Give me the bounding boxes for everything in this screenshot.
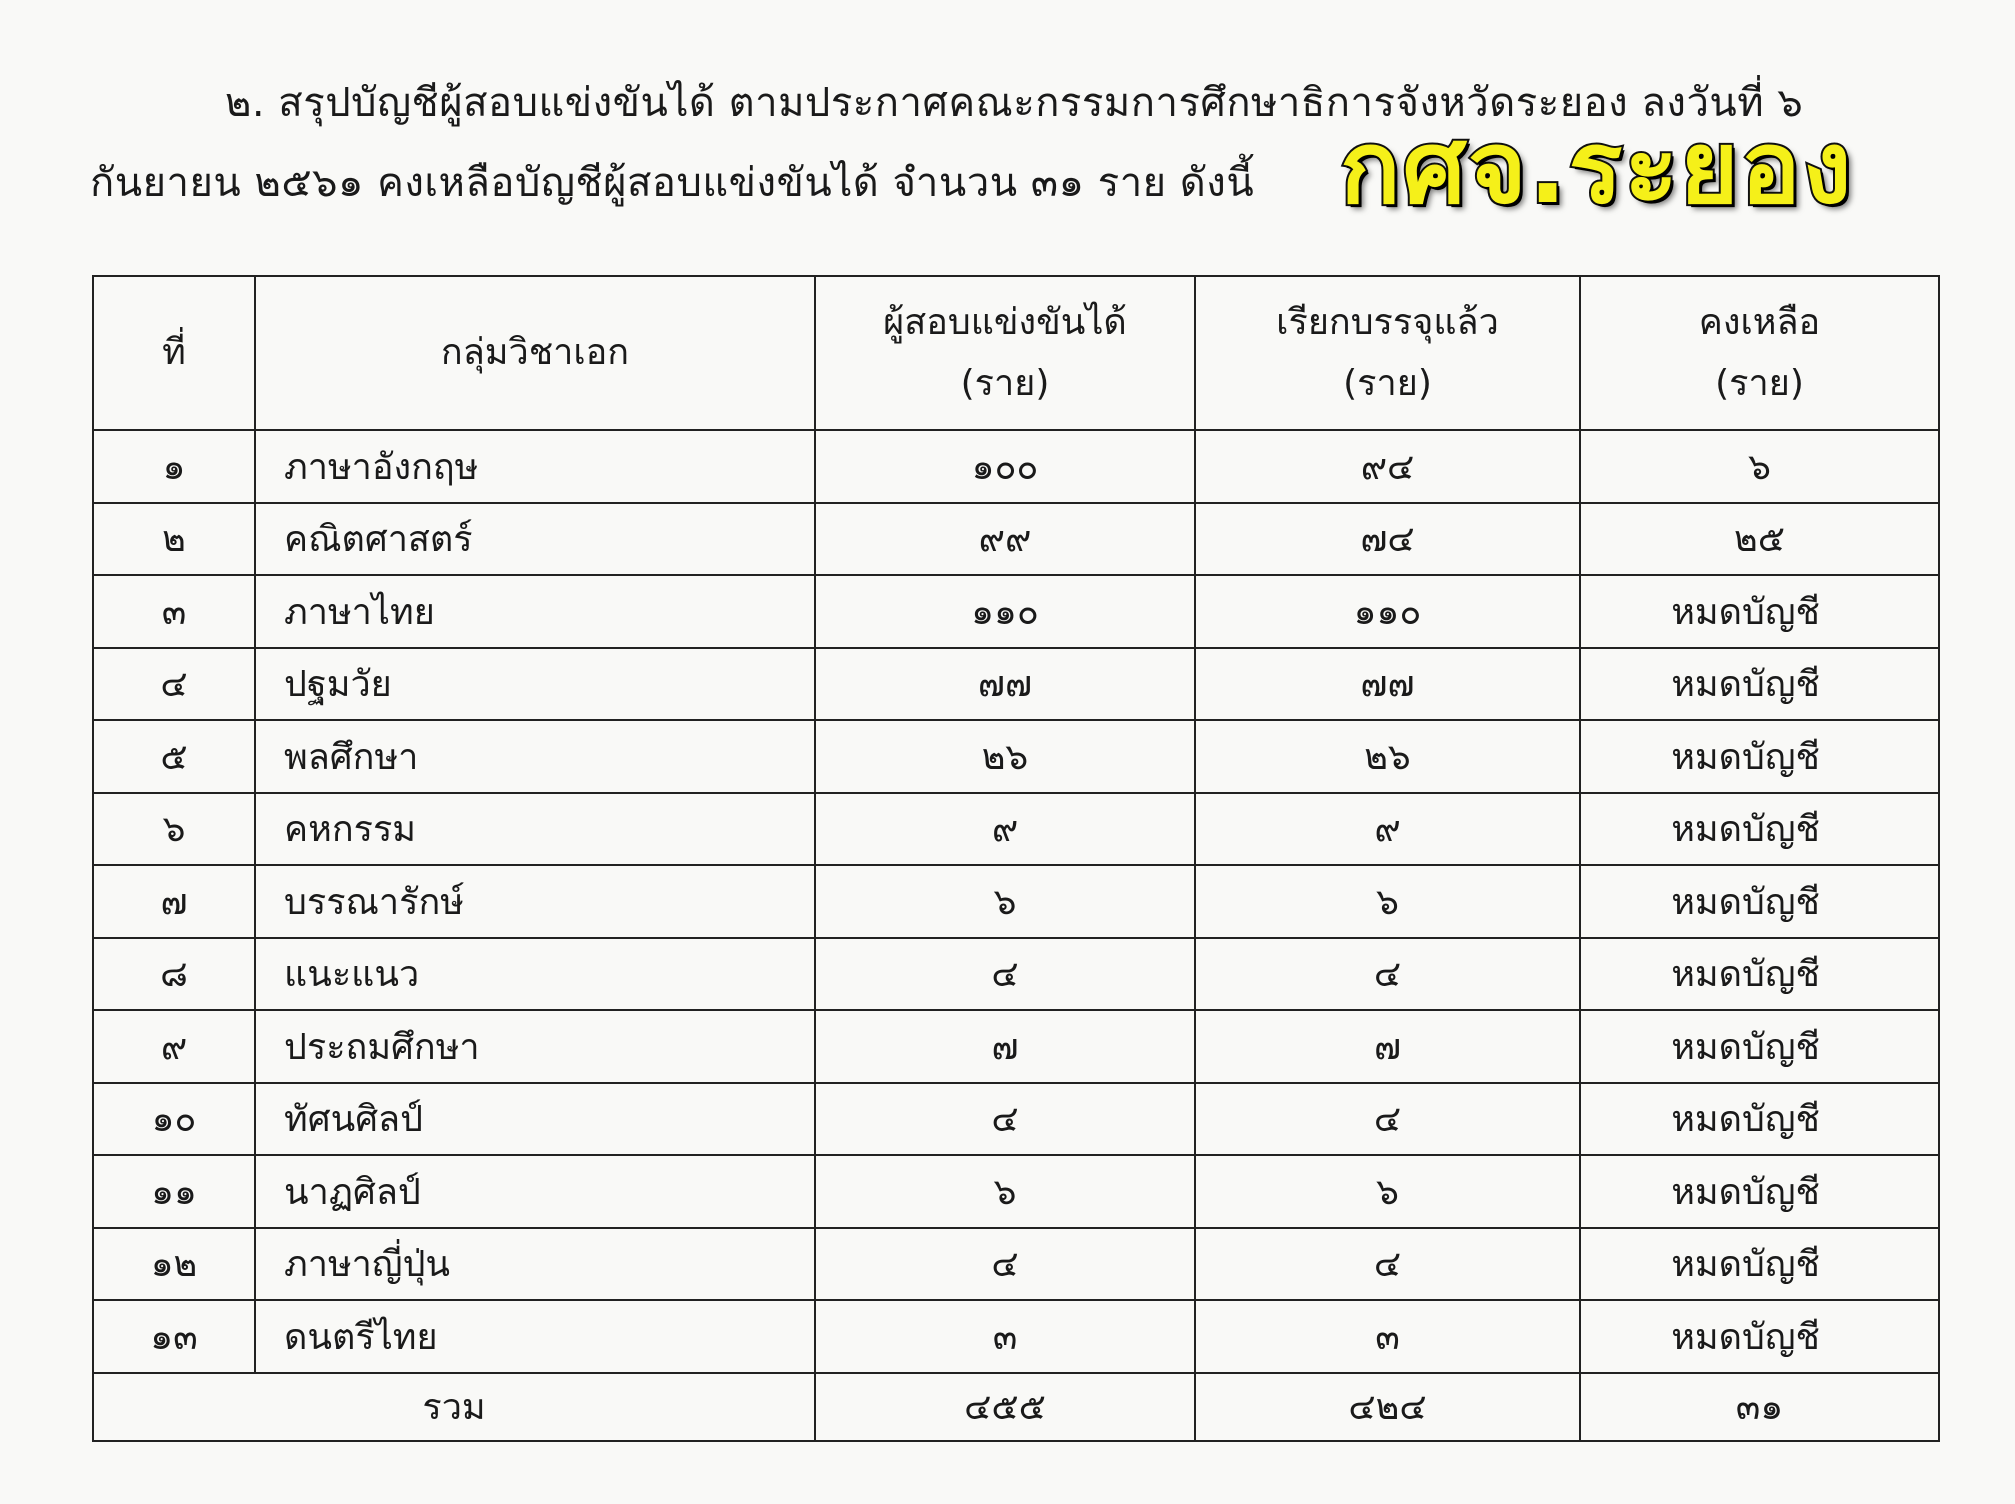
cell-no: ๑๓: [93, 1300, 255, 1373]
cell-subject: คหกรรม: [255, 793, 815, 866]
cell-passed: ๖: [815, 865, 1195, 938]
header-subject-label: กลุ่มวิชาเอก: [440, 332, 630, 374]
cell-subject: บรรณารักษ์: [255, 865, 815, 938]
header-called: [1195, 276, 1580, 430]
intro-line-1: ๒. สรุปบัญชีผู้สอบแข่งขันได้ ตามประกาศคณะกรรมการศึกษาธิการจังหวัดระยอง ลงวันที่ ๖: [225, 80, 1804, 126]
summary-table: [92, 275, 1940, 1442]
cell-passed: ๖: [815, 1155, 1195, 1228]
table-row: [93, 575, 1939, 648]
cell-no: ๔: [93, 648, 255, 721]
cell-called: ๔: [1195, 1083, 1580, 1156]
cell-remaining: หมดบัญชี: [1580, 720, 1939, 793]
cell-passed: ๗: [815, 1010, 1195, 1083]
cell-remaining: หมดบัญชี: [1580, 648, 1939, 721]
cell-called: ๙๔: [1195, 430, 1580, 503]
cell-passed: ๔: [815, 938, 1195, 1011]
total-row: [93, 1373, 1939, 1441]
table-row: [93, 1228, 1939, 1301]
header-remaining: [1580, 276, 1939, 430]
cell-no: ๗: [93, 865, 255, 938]
cell-no: ๑๒: [93, 1228, 255, 1301]
cell-no: ๘: [93, 938, 255, 1011]
table-row: [93, 430, 1939, 503]
cell-subject: ภาษาอังกฤษ: [255, 430, 815, 503]
cell-remaining: หมดบัญชี: [1580, 1083, 1939, 1156]
table-row: [93, 1083, 1939, 1156]
cell-subject: ภาษาไทย: [255, 575, 815, 648]
cell-passed: ๙: [815, 793, 1195, 866]
table-row: [93, 503, 1939, 576]
cell-subject: ทัศนศิลป์: [255, 1083, 815, 1156]
table-row: [93, 793, 1939, 866]
cell-remaining: หมดบัญชี: [1580, 1228, 1939, 1301]
cell-no: ๓: [93, 575, 255, 648]
cell-called: ๒๖: [1195, 720, 1580, 793]
cell-subject: นาฏศิลป์: [255, 1155, 815, 1228]
cell-remaining: หมดบัญชี: [1580, 1155, 1939, 1228]
table-row: [93, 720, 1939, 793]
cell-subject: คณิตศาสตร์: [255, 503, 815, 576]
cell-called: ๖: [1195, 865, 1580, 938]
cell-remaining: ๖: [1580, 430, 1939, 503]
header-no-label: ที่: [162, 332, 186, 374]
header-passed-unit: (ราย): [960, 363, 1050, 404]
cell-no: ๖: [93, 793, 255, 866]
cell-subject: แนะแนว: [255, 938, 815, 1011]
cell-subject: ประถมศึกษา: [255, 1010, 815, 1083]
cell-called: ๑๑๐: [1195, 575, 1580, 648]
cell-passed: ๙๙: [815, 503, 1195, 576]
cell-remaining: หมดบัญชี: [1580, 575, 1939, 648]
cell-passed: ๔: [815, 1083, 1195, 1156]
cell-passed: ๓: [815, 1300, 1195, 1373]
cell-subject: ดนตรีไทย: [255, 1300, 815, 1373]
table-row: [93, 1010, 1939, 1083]
table-row: [93, 938, 1939, 1011]
cell-subject: ภาษาญี่ปุ่น: [255, 1228, 815, 1301]
cell-called: ๓: [1195, 1300, 1580, 1373]
cell-called: ๔: [1195, 938, 1580, 1011]
cell-subject: พลศึกษา: [255, 720, 815, 793]
cell-no: ๑๐: [93, 1083, 255, 1156]
cell-passed: ๑๐๐: [815, 430, 1195, 503]
header-passed-label: ผู้สอบแข่งขันได้: [883, 301, 1127, 343]
cell-remaining: หมดบัญชี: [1580, 1300, 1939, 1373]
header-passed: [815, 276, 1195, 430]
total-label: รวม: [93, 1373, 815, 1441]
cell-called: ๔: [1195, 1228, 1580, 1301]
cell-remaining: ๒๕: [1580, 503, 1939, 576]
cell-remaining: หมดบัญชี: [1580, 1010, 1939, 1083]
table-header-row: [93, 276, 1939, 430]
header-called-label: เรียกบรรจุแล้ว: [1276, 301, 1499, 343]
cell-no: ๕: [93, 720, 255, 793]
cell-remaining: หมดบัญชี: [1580, 865, 1939, 938]
cell-passed: ๔: [815, 1228, 1195, 1301]
header-no: [93, 276, 255, 430]
logo-text: กศจ.ระยอง: [1340, 109, 1854, 226]
table-row: [93, 865, 1939, 938]
cell-no: ๙: [93, 1010, 255, 1083]
total-remaining: ๓๑: [1580, 1373, 1939, 1441]
header-subject: [255, 276, 815, 430]
cell-no: ๒: [93, 503, 255, 576]
table-row: [93, 648, 1939, 721]
total-called: ๔๒๔: [1195, 1373, 1580, 1441]
cell-no: ๑: [93, 430, 255, 503]
cell-passed: ๑๑๐: [815, 575, 1195, 648]
total-passed: ๔๕๕: [815, 1373, 1195, 1441]
table-row: [93, 1300, 1939, 1373]
intro-line-2: กันยายน ๒๕๖๑ คงเหลือบัญชีผู้สอบแข่งขันได้ จำนวน ๓๑ ราย ดังนี้: [90, 160, 1255, 206]
cell-remaining: หมดบัญชี: [1580, 793, 1939, 866]
table-body: [93, 430, 1939, 1373]
cell-called: ๙: [1195, 793, 1580, 866]
cell-called: ๗: [1195, 1010, 1580, 1083]
header-called-unit: (ราย): [1343, 363, 1432, 404]
cell-no: ๑๑: [93, 1155, 255, 1228]
header-remaining-unit: (ราย): [1715, 363, 1804, 404]
header-remaining-label: คงเหลือ: [1698, 301, 1821, 343]
cell-called: ๗๗: [1195, 648, 1580, 721]
cell-passed: ๗๗: [815, 648, 1195, 721]
cell-passed: ๒๖: [815, 720, 1195, 793]
cell-called: ๖: [1195, 1155, 1580, 1228]
cell-called: ๗๔: [1195, 503, 1580, 576]
cell-subject: ปฐมวัย: [255, 648, 815, 721]
table-row: [93, 1155, 1939, 1228]
cell-remaining: หมดบัญชี: [1580, 938, 1939, 1011]
